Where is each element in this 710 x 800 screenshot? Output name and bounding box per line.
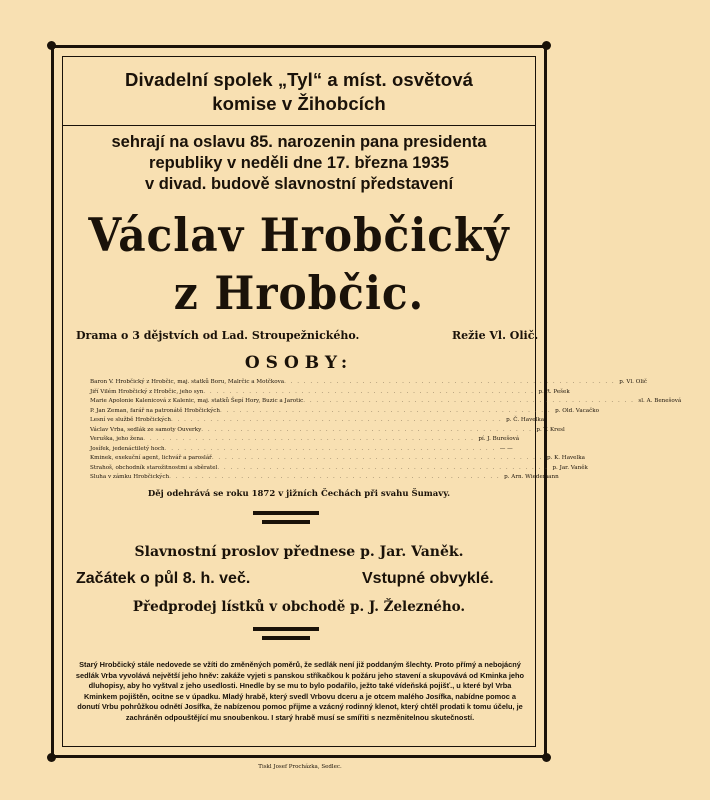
cast-role: P. Jan Zeman, farář na patronátě Hrobčických [90, 407, 221, 414]
persons-heading: OSOBY: [244, 353, 354, 373]
ornament-bar [262, 520, 310, 524]
cast-row [90, 473, 559, 483]
cast-actor: p. Jar. Vaněk [552, 464, 588, 471]
cast-role: Lesní ve službě Hrobčických [90, 417, 172, 423]
synopsis: Starý Hrobčický stále nedovede se vžíti do změněných poměrů, že sedlák není již poddaným šlechty. Proto přímý a nebojácný sedlák Vrba vyvolává největší jeho hněv: zakáže vyjeti s panskou stříkačkou k požáru jeho stavení a skupovává od Kminka jeho dluhopisy, aby ho vyštval z jeho usedlosti. Hnedle by se mu to bylo podařilo, ježto také vídeňská pojišť., u které byl Vrba Kminkem pojištěn, ocitne se v úpadku. Mladý hrabě, který svedl Vrbovu dceru a je otcem malého Josífka, nabídne pomoc a donutí Vrbu pohrůžkou odnětí Josífka, že nabízenou pomoc přijme a vzácný rodinný klenot, který chtěl prodati k tomu účelu, je zachráněn odpouštějící mu snoubenkou. I starý hrabě musí se smířiti s nezměnitelnou skutečností. [75, 660, 525, 722]
corner-dot-top-left [47, 41, 56, 50]
cast-row [90, 397, 682, 407]
occasion-line-1: sehrají na oslavu 85. narozenin pana presidenta [111, 133, 487, 151]
cast-actor: p. Č. Havelka [506, 417, 545, 423]
cast-leader-dots: . . . . . . . . . . . . . . . . . . . . . . . . . . . . . . . . . . . . . . . . . . . . . . . . . . . [143, 436, 475, 442]
occasion-line-2: republiky v neděli dne 17. března 1935 [149, 154, 449, 172]
cast-row [90, 435, 520, 445]
cast-leader-dots: . . . . . . . . . . . . . . . . . . . . . . . . . . . . . . . . . . . . . . . . . . . . . . . . . . . [169, 474, 501, 480]
cast-role: Václav Vrba, sedlák ze samoty Ouverky [90, 426, 202, 433]
cast-leader-dots: . . . . . . . . . . . . . . . . . . . . . . . . . . . . . . . . . . . . . . . . . . . . . . . . . . . [220, 407, 552, 414]
play-title-line-1: Václav Hrobčický [88, 208, 510, 262]
start-time: Začátek o půl 8. h. več. [76, 570, 251, 587]
ornament-bar [253, 511, 319, 515]
cast-row [90, 388, 570, 398]
cast-role: Baron V. Hrobčický z Hrobčic, maj. statků Boru, Malrčic a Motčkova [90, 379, 285, 385]
cast-leader-dots: . . . . . . . . . . . . . . . . . . . . . . . . . . . . . . . . . . . . . . . . . . . . . . . . . . . [284, 379, 616, 385]
director-credit: Režie Vl. Olič. [452, 329, 539, 342]
cast-role: Marie Apolonie Kalenicová z Kalenic, maj. statků Šepí Hory, Buzic a Jarotic [90, 398, 304, 404]
cast-actor: p. T. Kresl [536, 426, 565, 433]
setting-note: Děj odehrává se roku 1872 v jižních Čechách při svahu Šumavy. [147, 489, 451, 499]
corner-dot-top-right [542, 41, 551, 50]
cast-row [90, 454, 586, 464]
presale-info: Předprodej lístků v obchodě p. J. Železného. [132, 599, 466, 615]
play-title-line-2: z Hrobčic. [173, 266, 425, 320]
cast-role: Kminek, exekuční agent, lichvář a paroslář [90, 455, 212, 461]
corner-dot-bottom-left [47, 753, 56, 762]
corner-dot-bottom-right [542, 753, 551, 762]
cast-actor: p. K. Havelka [546, 455, 586, 461]
cast-role: Strahoš, obchodník starožitnostmi a sběratel [90, 464, 218, 471]
cast-row [90, 464, 588, 474]
cast-actor: p. Vl. Olič [619, 379, 648, 385]
cast-row [90, 426, 565, 436]
cast-row [90, 416, 545, 426]
cast-role: Jiří Vilém Hrobčický z Hrobčic, jeho syn [90, 388, 204, 395]
cast-leader-dots: . . . . . . . . . . . . . . . . . . . . . . . . . . . . . . . . . . . . . . . . . . . . . . . . . . . [201, 426, 533, 433]
entry-fee: Vstupné obvyklé. [362, 570, 494, 587]
header-line-1: Divadelní spolek „Tyl“ a míst. osvětová [125, 69, 473, 90]
printer-credit: Tiskl Josef Procházka, Sedlec. [258, 764, 342, 770]
header-organizer [62, 68, 536, 116]
cast-actor: p. R. Pešek [538, 388, 570, 395]
cast-role: Veruška, jeho žena [90, 436, 144, 442]
occasion-line-3: v divad. budově slavnostní představení [144, 175, 454, 193]
cast-leader-dots: . . . . . . . . . . . . . . . . . . . . . . . . . . . . . . . . . . . . . . . . . . . . . . . . . . . [171, 417, 503, 423]
cast-leader-dots: . . . . . . . . . . . . . . . . . . . . . . . . . . . . . . . . . . . . . . . . . . . . . . . . . . . [217, 464, 549, 471]
header-line-2: komise v Žihobcích [212, 93, 386, 114]
drama-author: Drama o 3 dějstvích od Lad. Stroupežnického. [76, 329, 360, 342]
cast-actor: p. Arn. Wiedemann [504, 474, 559, 480]
cast-leader-dots: . . . . . . . . . . . . . . . . . . . . . . . . . . . . . . . . . . . . . . . . . . . . . . . . . . . [203, 388, 535, 395]
cast-actor: p. Old. Vacačko [555, 407, 600, 414]
cast-leader-dots: . . . . . . . . . . . . . . . . . . . . . . . . . . . . . . . . . . . . . . . . . . . . . . . . . . . [211, 455, 543, 461]
ornament-bar [262, 636, 310, 640]
header-divider [62, 125, 536, 126]
cast-actor: sl. A. Benešová [638, 398, 682, 404]
cast-row [90, 407, 600, 417]
cast-actor: pí. J. Burešová [478, 436, 520, 442]
cast-leader-dots: . . . . . . . . . . . . . . . . . . . . . . . . . . . . . . . . . . . . . . . . . . . . . . . . . . . [303, 398, 635, 404]
cast-role: Josífek, jedenáctiletý hoch [90, 445, 165, 452]
cast-actor: — — [499, 445, 513, 452]
cast-list [90, 378, 682, 483]
ornament-bar [253, 627, 319, 631]
cast-row [90, 378, 648, 388]
occasion-text [62, 132, 536, 195]
cast-row [90, 445, 513, 455]
speech-announcement: Slavnostní proslov přednese p. Jar. Vaněk. [134, 544, 464, 560]
cast-role: Sluha v zámku Hrobčických [90, 474, 170, 480]
cast-leader-dots: . . . . . . . . . . . . . . . . . . . . . . . . . . . . . . . . . . . . . . . . . . . . . . . . . . . [164, 445, 496, 452]
